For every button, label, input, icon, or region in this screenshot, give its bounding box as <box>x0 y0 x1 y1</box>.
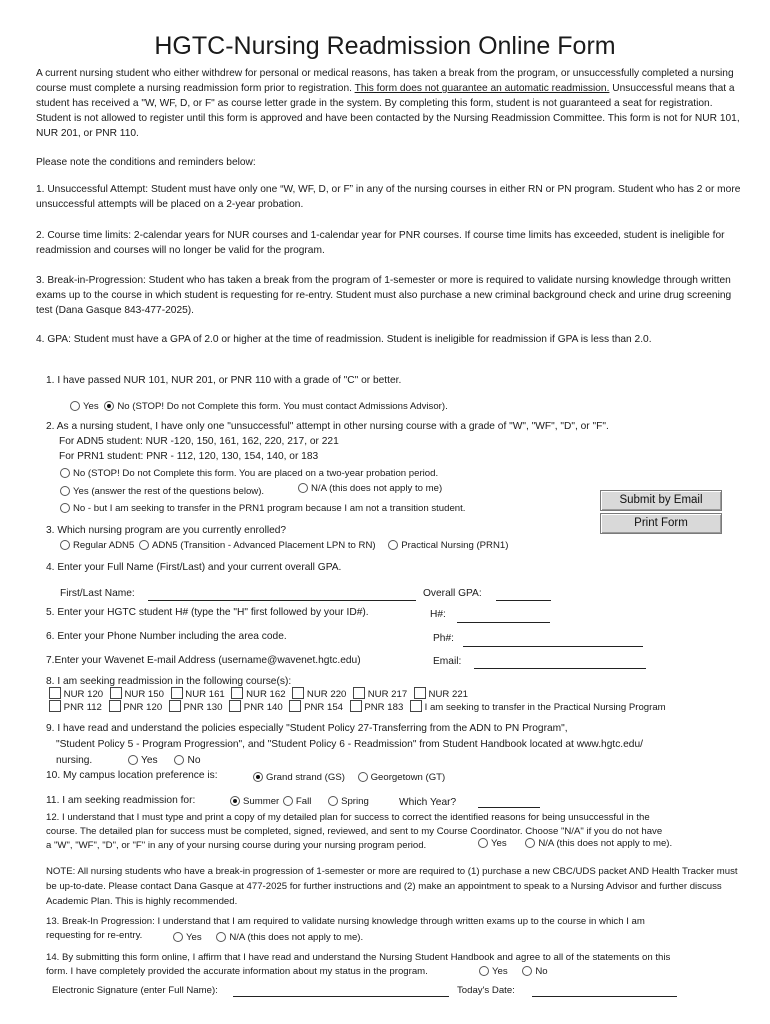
q3-text: 3. Which nursing program are you currently enrolled? <box>46 525 287 536</box>
intro-text-1: A current nursing student who either withdrew for personal or medical reasons, has taken a break from the program, or unsuccessfully completed a nursing course must complete a nursing readmission form prior to registration. <box>36 68 734 94</box>
q8-text: 8. I am seeking readmission in the following course(s): <box>46 676 292 687</box>
q13-line-1: 13. Break-In Progression: I understand that I am required to validate nursing knowledge through written exams up to the course in which I am <box>46 916 645 927</box>
q5-text: 5. Enter your HGTC student H# (type the "H" first followed by your ID#). <box>46 607 369 618</box>
email-label: Email: <box>433 656 462 667</box>
course-label: I am seeking to transfer in the Practical Nursing Program <box>424 702 666 713</box>
q11-fall-radio[interactable] <box>283 796 293 806</box>
q9-line-3: nursing. <box>56 755 93 766</box>
nur-221-checkbox[interactable] <box>414 687 426 699</box>
q2-transfer-label: No - but I am seeking to transfer in the PRN1 program because I am not a transition student. <box>73 503 466 514</box>
q13-yes-radio[interactable] <box>173 932 183 942</box>
q14-options <box>479 964 548 979</box>
q13-na-radio[interactable] <box>216 932 226 942</box>
submit-by-email-button[interactable]: Submit by Email <box>600 490 722 511</box>
q12-yes-radio[interactable] <box>478 838 488 848</box>
course-label: PNR 130 <box>183 702 223 713</box>
email-input[interactable] <box>474 668 646 669</box>
q9-yes-radio[interactable] <box>128 755 138 765</box>
q1-no-radio[interactable] <box>104 401 114 411</box>
intro-disclaimer: This form does not guarantee an automatic readmission. <box>354 83 610 94</box>
course-label: NUR 120 <box>63 689 104 700</box>
q11-opt3-label: Spring <box>341 796 369 807</box>
q12-line-3: a "W", "WF", "D", or "F" in any of your nursing course during your nursing program period. <box>46 840 427 851</box>
q1-text: 1. I have passed NUR 101, NUR 201, or PNR 110 with a grade of "C" or better. <box>46 375 402 386</box>
q13-line-2: requesting for re-entry. <box>46 930 143 941</box>
q2-text: 2. As a nursing student, I have only one "unsuccessful" attempt in other nursing course with a grade of "W", "WF", "D", or "F". <box>46 421 609 432</box>
q13-options <box>173 930 363 945</box>
q9-no-label: No <box>187 755 201 766</box>
gpa-label: Overall GPA: <box>423 588 482 599</box>
q13-na-label: N/A (this does not apply to me). <box>229 932 364 943</box>
q13-yes-label: Yes <box>186 932 202 943</box>
nur-150-checkbox[interactable] <box>110 687 122 699</box>
q12-yes-label: Yes <box>491 838 507 849</box>
signature-label: Electronic Signature (enter Full Name): <box>52 985 218 996</box>
course-label: PNR 120 <box>123 702 163 713</box>
course-label: NUR 220 <box>306 689 347 700</box>
q3-regular-adn5-radio[interactable] <box>60 540 70 550</box>
q14-yes-label: Yes <box>492 966 508 977</box>
q2-option-transfer <box>60 501 465 516</box>
nur-120-checkbox[interactable] <box>49 687 61 699</box>
q9-line-2: "Student Policy 5 - Program Progression", and "Student Policy 6 - Readmission" from Student Handbook located at www.hgtc.edu/ <box>56 739 643 750</box>
q11-opt2-label: Fall <box>295 796 312 807</box>
q6-text: 6. Enter your Phone Number including the area code. <box>46 631 287 642</box>
q3-adn5-transition-radio[interactable] <box>139 540 149 550</box>
pnr-130-checkbox[interactable] <box>169 700 181 712</box>
q7-text: 7.Enter your Wavenet E-mail Address (username@wavenet.hgtc.edu) <box>46 655 361 666</box>
phone-input[interactable] <box>463 646 643 647</box>
print-form-button[interactable]: Print Form <box>600 513 722 534</box>
intro-paragraph <box>36 66 746 141</box>
name-input[interactable] <box>148 600 416 601</box>
q2-yes-label: Yes (answer the rest of the questions below). <box>73 486 265 497</box>
q9-yes-label: Yes <box>141 755 158 766</box>
q2-no-stop-radio[interactable] <box>60 468 70 478</box>
name-label: First/Last Name: <box>60 588 135 599</box>
q3-opt2-label: ADN5 (Transition - Advanced Placement LPN to RN) <box>152 540 376 551</box>
q9-options <box>128 753 201 768</box>
q11-text: 11. I am seeking readmission for: <box>46 795 196 806</box>
q11-options <box>230 794 369 809</box>
q2-yes-radio[interactable] <box>60 486 70 496</box>
q9-no-radio[interactable] <box>174 755 184 765</box>
pnr-120-checkbox[interactable] <box>109 700 121 712</box>
q12-options <box>478 836 672 851</box>
q1-yes-label: Yes <box>83 401 99 412</box>
date-input[interactable] <box>532 996 677 997</box>
pnr-112-checkbox[interactable] <box>49 700 61 712</box>
course-label: NUR 161 <box>185 689 225 700</box>
gpa-input[interactable] <box>496 600 551 601</box>
q8-course-row-1 <box>49 687 468 701</box>
q2-no-stop-label: No (STOP! Do not Complete this form. You are placed on a two-year probation period. <box>73 468 439 479</box>
condition-3: 3. Break-in-Progression: Student who has taken a break from the program of 1-semester or more is required to validate nursing knowledge through written exams up to the course in which student is requesting for re-entry. Student must also purchase a new criminal background check and urine drug screening test (Dana Gasque 843-477-2025). <box>36 275 732 316</box>
q2-na-radio[interactable] <box>298 483 308 493</box>
nur-162-checkbox[interactable] <box>231 687 243 699</box>
phone-label: Ph#: <box>433 633 454 644</box>
signature-input[interactable] <box>233 996 449 997</box>
conditions-note: Please note the conditions and reminders below: <box>36 157 256 168</box>
q2-option-yes <box>60 484 264 499</box>
nur-220-checkbox[interactable] <box>292 687 304 699</box>
q14-yes-radio[interactable] <box>479 966 489 976</box>
q12-na-radio[interactable] <box>525 838 535 848</box>
nur-217-checkbox[interactable] <box>353 687 365 699</box>
pnr-154-checkbox[interactable] <box>289 700 301 712</box>
course-label: NUR 221 <box>428 689 469 700</box>
intro-text-2: Unsuccessful means that a student has received a "W, WF, D, or F" as course letter grade in the system. By completing this form, student is not guaranteed a seat for registration. Student is not allowed to register until this form is approved and have been contacted by the Nursing Readmission Committee. This form is not for NUR 101, NUR 201, or PNR 110. <box>36 83 740 139</box>
q11-summer-radio[interactable] <box>230 796 240 806</box>
q14-no-radio[interactable] <box>522 966 532 976</box>
condition-2: 2. Course time limits: 2-calendar years for NUR courses and 1-calendar year for PNR courses. If course time limits has exceeded, student is ineligible for readmission and courses will no longer be valid for the program. <box>36 230 725 256</box>
q2-adn-courses: For ADN5 student: NUR -120, 150, 161, 162, 220, 217, or 221 <box>59 436 339 447</box>
q9-line-1: 9. I have read and understand the policies especially "Student Policy 27-Transferring from the ADN to PN Program", <box>46 723 568 734</box>
q14-no-label: No <box>535 966 548 977</box>
q8-course-row-2 <box>49 700 666 714</box>
q2-prn-courses: For PRN1 student: PNR - 112, 120, 130, 154, 140, or 183 <box>59 451 319 462</box>
course-label: PNR 140 <box>243 702 283 713</box>
q14-line-1: 14. By submitting this form online, I affirm that I have read and understand the Nursing Student Handbook and agree to all of the statements on this <box>46 952 671 963</box>
q4-text: 4. Enter your Full Name (First/Last) and your current overall GPA. <box>46 562 342 573</box>
pnr-183-checkbox[interactable] <box>350 700 362 712</box>
q11-spring-radio[interactable] <box>328 796 338 806</box>
which-year-input[interactable] <box>478 807 540 808</box>
course-label: PNR 183 <box>364 702 404 713</box>
page-title: HGTC-Nursing Readmission Online Form <box>154 32 616 60</box>
q10-opt1-label: Grand strand (GS) <box>266 772 345 783</box>
pnr-140-checkbox[interactable] <box>229 700 241 712</box>
q11-opt1-label: Summer <box>243 796 280 807</box>
q2-option-na <box>298 481 442 496</box>
transfer-pn-checkbox[interactable] <box>410 700 422 712</box>
q10-text: 10. My campus location preference is: <box>46 770 218 781</box>
q12-na-label: N/A (this does not apply to me). <box>538 838 673 849</box>
nur-161-checkbox[interactable] <box>171 687 183 699</box>
q2-na-label: N/A (this does not apply to me) <box>311 483 443 494</box>
q1-options <box>70 399 448 414</box>
q2-transfer-radio[interactable] <box>60 503 70 513</box>
course-label: NUR 217 <box>367 689 408 700</box>
q3-opt1-label: Regular ADN5 <box>73 540 135 551</box>
q14-line-2: form. I have completely provided the accurate information about my status in the program. <box>46 966 428 977</box>
q10-georgetown-radio[interactable] <box>358 772 368 782</box>
q3-practical-nursing-radio[interactable] <box>388 540 398 550</box>
q1-yes-radio[interactable] <box>70 401 80 411</box>
which-year-label: Which Year? <box>399 797 457 808</box>
q2-option-no-stop <box>60 466 438 481</box>
break-in-progression-note: NOTE: All nursing students who have a break-in progression of 1-semester or more are required to (1) purchase a new CBC/UDS packet AND Health Tracker must be up-to-date. Please contact Dana Gasque at 477-2025 for further instructions and (2) make an appointment to speak to a Nursing Advisor and further discuss Academic Plan. This is highly recommended. <box>46 866 738 907</box>
course-label: PNR 154 <box>304 702 344 713</box>
q3-options <box>60 538 508 553</box>
q3-opt3-label: Practical Nursing (PRN1) <box>401 540 509 551</box>
h-number-label: H#: <box>430 609 446 620</box>
q12-line-2: course. The detailed plan for success must be completed, signed, reviewed, and sent to my Course Coordinator. Choose "N/A" if you do not have <box>46 826 663 837</box>
course-label: NUR 150 <box>124 689 164 700</box>
q10-opt2-label: Georgetown (GT) <box>370 772 446 783</box>
condition-4: 4. GPA: Student must have a GPA of 2.0 or higher at the time of readmission. Student is ineligible for readmission if GPA is less than 2.0. <box>36 334 652 345</box>
q10-options <box>253 770 445 785</box>
h-number-input[interactable] <box>457 622 550 623</box>
date-label: Today's Date: <box>457 985 515 996</box>
q1-no-label: No (STOP! Do not Complete this form. You must contact Admissions Advisor). <box>117 401 448 412</box>
q10-grand-strand-radio[interactable] <box>253 772 263 782</box>
course-label: PNR 112 <box>63 702 102 713</box>
q12-line-1: 12. I understand that I must type and print a copy of my detailed plan for success to correct the identified reasons for being unsuccessful in the <box>46 812 650 823</box>
condition-1: 1. Unsuccessful Attempt: Student must have only one “W, WF, D, or F” in any of the nursing courses in either RN or PN program. Student who has 2 or more unsuccessful attempts will be placed on a 2-year probation. <box>36 184 741 210</box>
course-label: NUR 162 <box>246 689 286 700</box>
